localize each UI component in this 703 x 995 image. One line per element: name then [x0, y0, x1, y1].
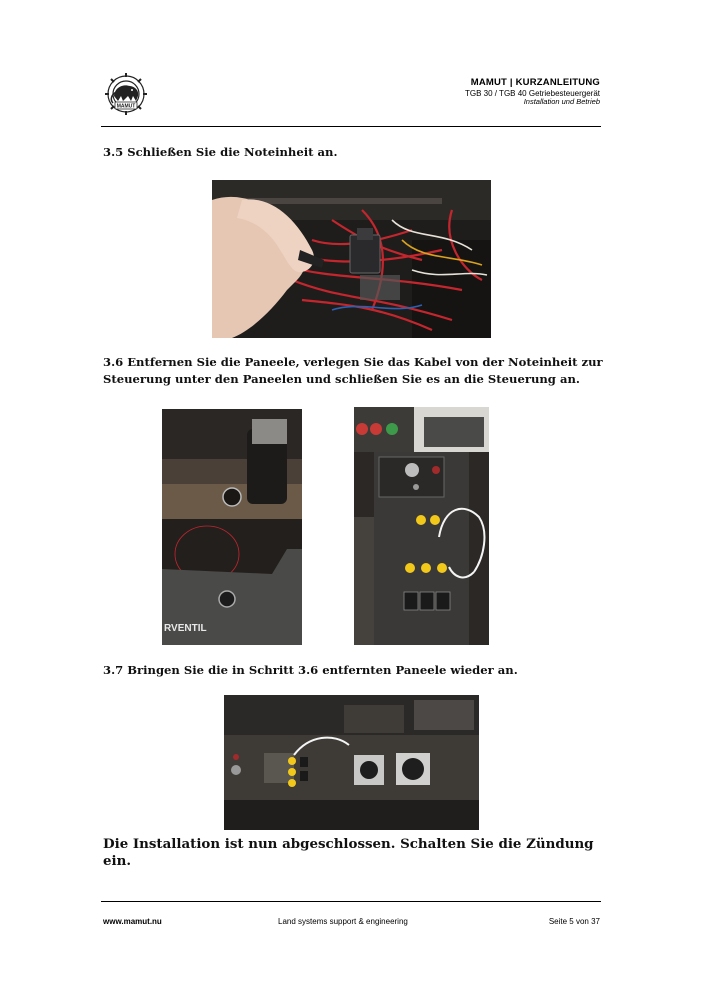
logo-text: MAMUT [116, 103, 136, 110]
photo-control-panel-wiring [354, 407, 489, 645]
footer-rule [101, 901, 601, 902]
panel-label: RVENTIL [164, 623, 207, 634]
photo-emergency-unit-connection [212, 180, 491, 338]
photo-removed-panel [162, 409, 302, 645]
document-title: MAMUT | KURZANLEITUNG [470, 77, 600, 88]
footer-website[interactable]: www.mamut.nu [103, 917, 162, 926]
step-heading-3-6: 3.6 Entfernen Sie die Paneele, verlegen Sie das Kabel von der Noteinheit zur Steuerung unter den Paneelen und schließen Sie es an die Steuerung an. [103, 355, 603, 386]
step-heading-3-5: 3.5 Schließen Sie die Noteinheit an. [103, 145, 338, 159]
footer-tagline: Land systems support & engineering [278, 917, 408, 926]
header-rule [101, 126, 601, 127]
header-text [465, 78, 600, 107]
document-subtitle: TGB 30 / TGB 40 Getriebesteuergerät [464, 88, 600, 98]
photo-panels-reinstalled [224, 695, 479, 830]
completion-text: Die Installation ist nun abgeschlossen. Schalten Sie die Zündung ein. [103, 836, 594, 869]
document-section: Installation und Betrieb [523, 97, 600, 107]
mamut-logo [101, 72, 151, 116]
step-heading-3-7: 3.7 Bringen Sie die in Schritt 3.6 entfernten Paneele wieder an. [103, 663, 518, 677]
footer-page-number: Seite 5 von 37 [548, 917, 600, 926]
